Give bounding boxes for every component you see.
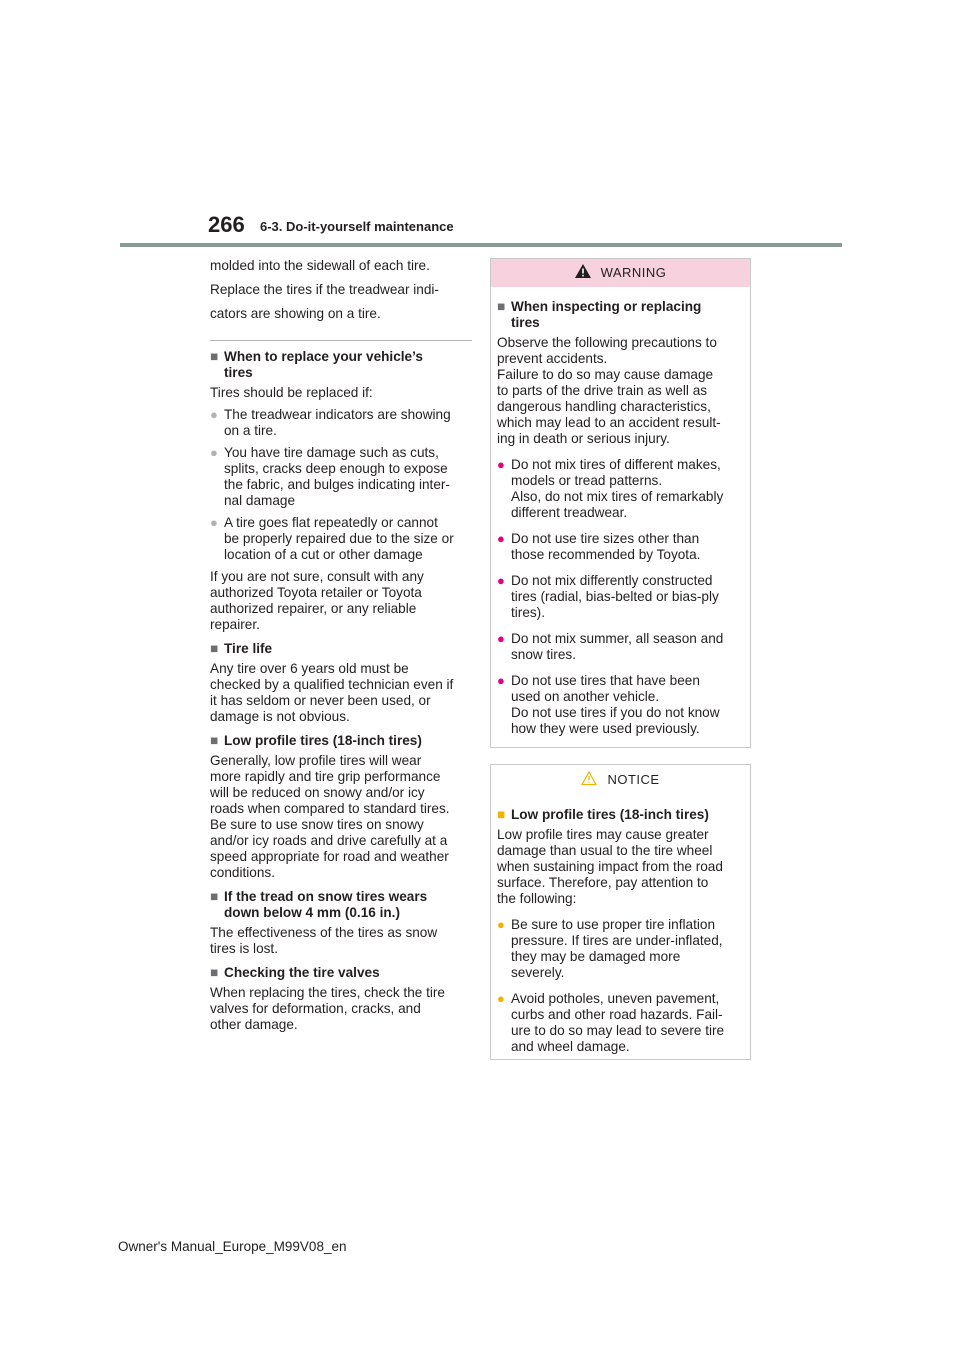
list-item: ● You have tire damage such as cuts, splits, cracks deep enough to expose the fabric, and bulges indicating inter- nal damage [210, 445, 450, 508]
bullet-dot-icon: ● [497, 991, 505, 1006]
list-item: ● Do not mix summer, all season and snow tires. [497, 631, 724, 662]
bullet-dot-icon: ● [497, 917, 505, 932]
list-item: ● Do not mix differently constructed tires (radial, bias-belted or bias-ply tires). [497, 573, 719, 620]
subsection-heading: ■ When to replace your vehicle’s tires [210, 349, 423, 380]
paragraph: Tires should be replaced if: [210, 385, 373, 400]
heading-square-icon: ■ [497, 299, 506, 314]
paragraph: Generally, low profile tires will wear more rapidly and tire grip performance will be reduced on snowy and/or icy roads when compared to standard tires. Be sure to use snow tires on snowy and/or icy roads and drive carefully at a speed appropriate for road and weather conditions. [210, 753, 450, 880]
intro-line: molded into the sidewall of each tire. [210, 258, 430, 273]
list-item: ● Do not mix tires of different makes, models or tread patterns. Also, do not mix tires of remarkably different treadwear. [497, 457, 724, 520]
warning-header [491, 259, 750, 287]
notice-label: NOTICE [607, 772, 660, 787]
section-title: 6-3. Do-it-yourself maintenance [260, 219, 454, 234]
bullet-dot-icon: ● [497, 457, 505, 472]
warning-box [490, 258, 751, 748]
paragraph: When replacing the tires, check the tire valves for deformation, cracks, and other damage. [210, 985, 445, 1032]
bullet-dot-icon: ● [497, 573, 505, 588]
heading-square-icon: ■ [210, 733, 219, 748]
notice-heading: ■ Low profile tires (18-inch tires) [497, 807, 709, 822]
list-item: ● A tire goes flat repeatedly or cannot be properly repaired due to the size or location of a cut or other damage [210, 515, 454, 562]
intro-line: cators are showing on a tire. [210, 306, 381, 321]
intro-text [210, 258, 472, 322]
header-rule [120, 243, 842, 247]
page-number: 266 [208, 212, 245, 237]
warning-heading: ■ When inspecting or replacing tires [497, 299, 702, 330]
section-divider [210, 340, 472, 341]
list-item: ● Do not use tires that have been used on another vehicle. Do not use tires if you do not know how they were used previously. [497, 673, 720, 736]
heading-square-icon: ■ [497, 807, 506, 822]
paragraph: Observe the following precautions to prevent accidents. Failure to do so may cause damage to parts of the drive train as well as dangerous handling characteristics, which may lead to an accident result- ing in death or serious injury. [497, 335, 721, 446]
notice-body [491, 795, 750, 1065]
bullet-dot-icon: ● [497, 531, 505, 546]
notice-triangle-icon [581, 771, 597, 789]
list-item: ● Be sure to use proper tire inflation pressure. If tires are under-inflated, they may be damaged more severely. [497, 917, 723, 980]
intro-line: Replace the tires if the treadwear indi- [210, 282, 439, 297]
warning-triangle-icon [575, 264, 591, 282]
bullet-dot-icon: ● [210, 407, 218, 422]
warning-body [491, 287, 750, 747]
bullet-dot-icon: ● [497, 631, 505, 646]
list-item: ● Avoid potholes, uneven pavement, curbs and other road hazards. Fail- ure to do so may lead to severe tire and wheel damage. [497, 991, 725, 1054]
heading-square-icon: ■ [210, 349, 219, 364]
notice-header [491, 765, 750, 795]
bullet-dot-icon: ● [210, 515, 218, 530]
list-item: ● The treadwear indicators are showing on a tire. [210, 407, 451, 438]
heading-square-icon: ■ [210, 965, 219, 980]
bullet-dot-icon: ● [497, 673, 505, 688]
subsection-heading: ■ If the tread on snow tires wears down below 4 mm (0.16 in.) [210, 889, 428, 920]
subsection-heading: ■ Low profile tires (18-inch tires) [210, 733, 422, 748]
paragraph: If you are not sure, consult with any authorized Toyota retailer or Toyota authorized repairer, or any reliable repairer. [210, 569, 424, 632]
warning-label: WARNING [600, 265, 667, 280]
list-item: ● Do not use tire sizes other than those recommended by Toyota. [497, 531, 701, 562]
left-column [210, 258, 472, 1033]
paragraph: The effectiveness of the tires as snow tires is lost. [210, 925, 438, 956]
paragraph: Low profile tires may cause greater damage than usual to the tire wheel when sustaining impact from the road surface. Therefore, pay attention to the following: [497, 827, 723, 906]
bullet-dot-icon: ● [210, 445, 218, 460]
notice-box [490, 764, 751, 1060]
heading-square-icon: ■ [210, 641, 219, 656]
heading-square-icon: ■ [210, 889, 219, 904]
footer-text: Owner's Manual_Europe_M99V08_en [118, 1239, 347, 1254]
paragraph: Any tire over 6 years old must be checked by a qualified technician even if it has seldom or never been used, or damage is not obvious. [210, 661, 454, 724]
subsection-heading: ■ Checking the tire valves [210, 965, 380, 980]
subsection-heading: ■ Tire life [210, 641, 273, 656]
